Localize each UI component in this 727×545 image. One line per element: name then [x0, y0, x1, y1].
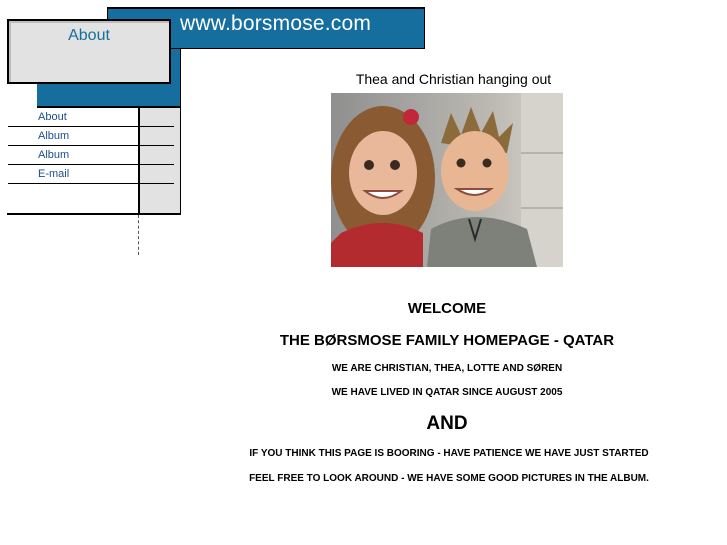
- nav-item-email[interactable]: [8, 165, 174, 184]
- nav-item-label: E-mail: [38, 168, 70, 180]
- nav-item-label: Album: [38, 130, 70, 142]
- family-members-text: WE ARE CHRISTIAN, THEA, LOTTE AND SØREN: [331, 363, 563, 374]
- family-photo-icon: [331, 93, 563, 267]
- photo-caption: Thea and Christian hanging out: [355, 71, 552, 87]
- look-around-text: FEEL FREE TO LOOK AROUND - WE HAVE SOME GOOD PICTURES IN THE ALBUM.: [249, 473, 649, 484]
- nav-item-album[interactable]: [8, 127, 174, 146]
- nav-item-label: About: [38, 111, 67, 123]
- nav-item-album-2[interactable]: [8, 146, 174, 165]
- nav-item-label: Album: [38, 149, 70, 161]
- section-title-box: [7, 19, 171, 84]
- site-title: www.borsmose.com: [180, 12, 372, 35]
- nav-item-about[interactable]: [8, 108, 174, 127]
- nav-divider-tail: [138, 215, 140, 255]
- section-title: About: [68, 27, 110, 44]
- and-heading: AND: [426, 413, 468, 434]
- residence-text: WE HAVE LIVED IN QATAR SINCE AUGUST 2005: [331, 387, 563, 398]
- family-photo: [331, 93, 563, 267]
- nav-divider: [7, 213, 181, 215]
- patience-text: IF YOU THINK THIS PAGE IS BOORING - HAVE PATIENCE WE HAVE JUST STARTED: [249, 448, 649, 459]
- homepage-title: THE BØRSMOSE FAMILY HOMEPAGE - QATAR: [279, 332, 615, 349]
- welcome-heading: WELCOME: [407, 300, 487, 317]
